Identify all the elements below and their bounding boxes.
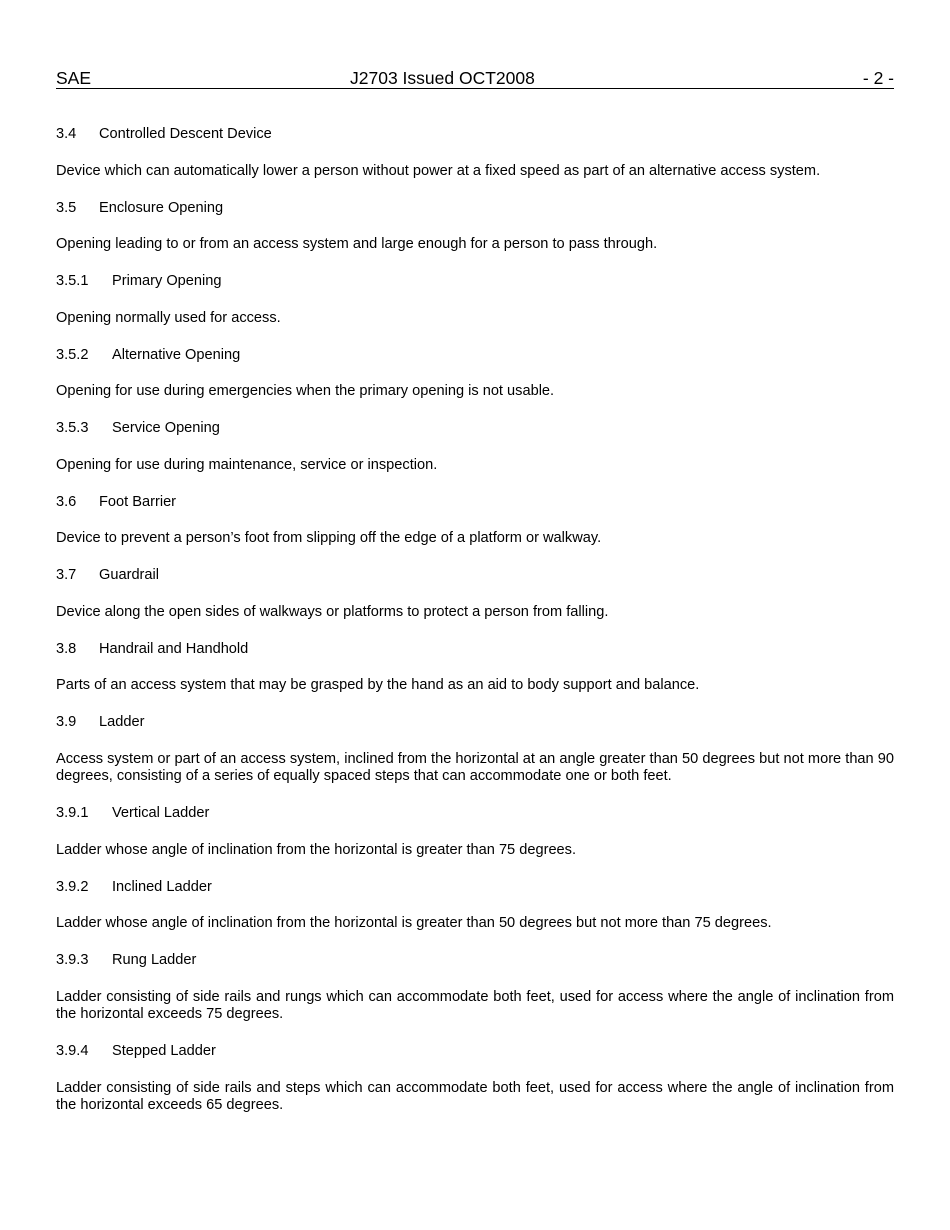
section-title: Stepped Ladder bbox=[112, 1043, 216, 1059]
section-number: 3.5.3 bbox=[56, 420, 89, 436]
section-title: Handrail and Handhold bbox=[99, 640, 249, 657]
section-text: Device which can automatically lower a person without power at a fixed speed as part of an alternative access system. bbox=[56, 162, 821, 179]
section-title: Ladder bbox=[99, 714, 145, 730]
section-heading bbox=[56, 126, 894, 144]
section-heading bbox=[56, 567, 894, 585]
section-text: Opening for use during maintenance, service or inspection. bbox=[56, 456, 438, 473]
section-heading bbox=[56, 952, 894, 970]
section-heading bbox=[56, 420, 894, 438]
section-heading bbox=[56, 200, 894, 218]
section-text: Parts of an access system that may be grasped by the hand as an aid to body support and balance. bbox=[56, 677, 700, 693]
section-heading bbox=[56, 1043, 894, 1061]
section-text: Opening normally used for access. bbox=[56, 309, 281, 326]
section-title: Controlled Descent Device bbox=[99, 126, 272, 142]
page-header bbox=[56, 68, 894, 89]
section-text: Ladder whose angle of inclination from the horizontal is greater than 75 degrees. bbox=[56, 841, 577, 858]
section-heading bbox=[56, 714, 894, 732]
section-title: Vertical Ladder bbox=[112, 805, 210, 821]
section-number: 3.4 bbox=[56, 126, 77, 142]
section-title: Service Opening bbox=[112, 420, 220, 436]
section-title: Enclosure Opening bbox=[99, 199, 224, 216]
header-page-number: - 2 - bbox=[862, 68, 894, 88]
section-title: Guardrail bbox=[99, 567, 160, 583]
header-doc-id: J2703 Issued OCT2008 bbox=[350, 68, 535, 88]
section-text: Ladder consisting of side rails and steps which can accommodate both feet, used for access where the angle of inclination from the horizontal exceeds 65 degrees. bbox=[56, 1079, 894, 1113]
section-title: Rung Ladder bbox=[112, 952, 197, 968]
section-title: Inclined Ladder bbox=[112, 878, 212, 895]
section-number: 3.9.1 bbox=[56, 805, 89, 821]
section-number: 3.9.2 bbox=[56, 878, 89, 895]
section-text: Access system or part of an access system, inclined from the horizontal at an angle greater than 50 degrees but not more than 90 degrees, consisting of a series of equally spaced steps that can accommodate one or both feet. bbox=[56, 750, 894, 784]
section-heading bbox=[56, 273, 894, 291]
document-body bbox=[56, 126, 894, 1115]
section-number: 3.9.3 bbox=[56, 952, 89, 968]
header-org: SAE bbox=[56, 68, 92, 88]
section-number: 3.5 bbox=[56, 199, 77, 216]
section-text: Ladder consisting of side rails and rungs which can accommodate both feet, used for access where the angle of inclination from the horizontal exceeds 75 degrees. bbox=[56, 988, 894, 1022]
section-number: 3.5.2 bbox=[56, 346, 89, 363]
section-text: Opening leading to or from an access system and large enough for a person to pass through. bbox=[56, 236, 658, 252]
section-text: Ladder whose angle of inclination from the horizontal is greater than 50 degrees but not more than 75 degrees. bbox=[56, 915, 772, 931]
section-number: 3.6 bbox=[56, 493, 77, 510]
section-heading bbox=[56, 879, 894, 897]
section-number: 3.8 bbox=[56, 640, 77, 657]
section-number: 3.7 bbox=[56, 567, 77, 583]
section-heading bbox=[56, 641, 894, 659]
section-heading bbox=[56, 494, 894, 512]
section-title: Foot Barrier bbox=[99, 493, 177, 510]
section-heading bbox=[56, 805, 894, 823]
section-text: Opening for use during emergencies when the primary opening is not usable. bbox=[56, 383, 555, 399]
section-text: Device to prevent a person’s foot from slipping off the edge of a platform or walkway. bbox=[56, 530, 602, 546]
section-title: Primary Opening bbox=[112, 273, 222, 289]
section-title: Alternative Opening bbox=[112, 346, 241, 363]
section-number: 3.9.4 bbox=[56, 1043, 89, 1059]
section-number: 3.9 bbox=[56, 714, 77, 730]
section-number: 3.5.1 bbox=[56, 273, 89, 289]
section-text: Device along the open sides of walkways or platforms to protect a person from falling. bbox=[56, 603, 609, 620]
section-heading bbox=[56, 347, 894, 365]
